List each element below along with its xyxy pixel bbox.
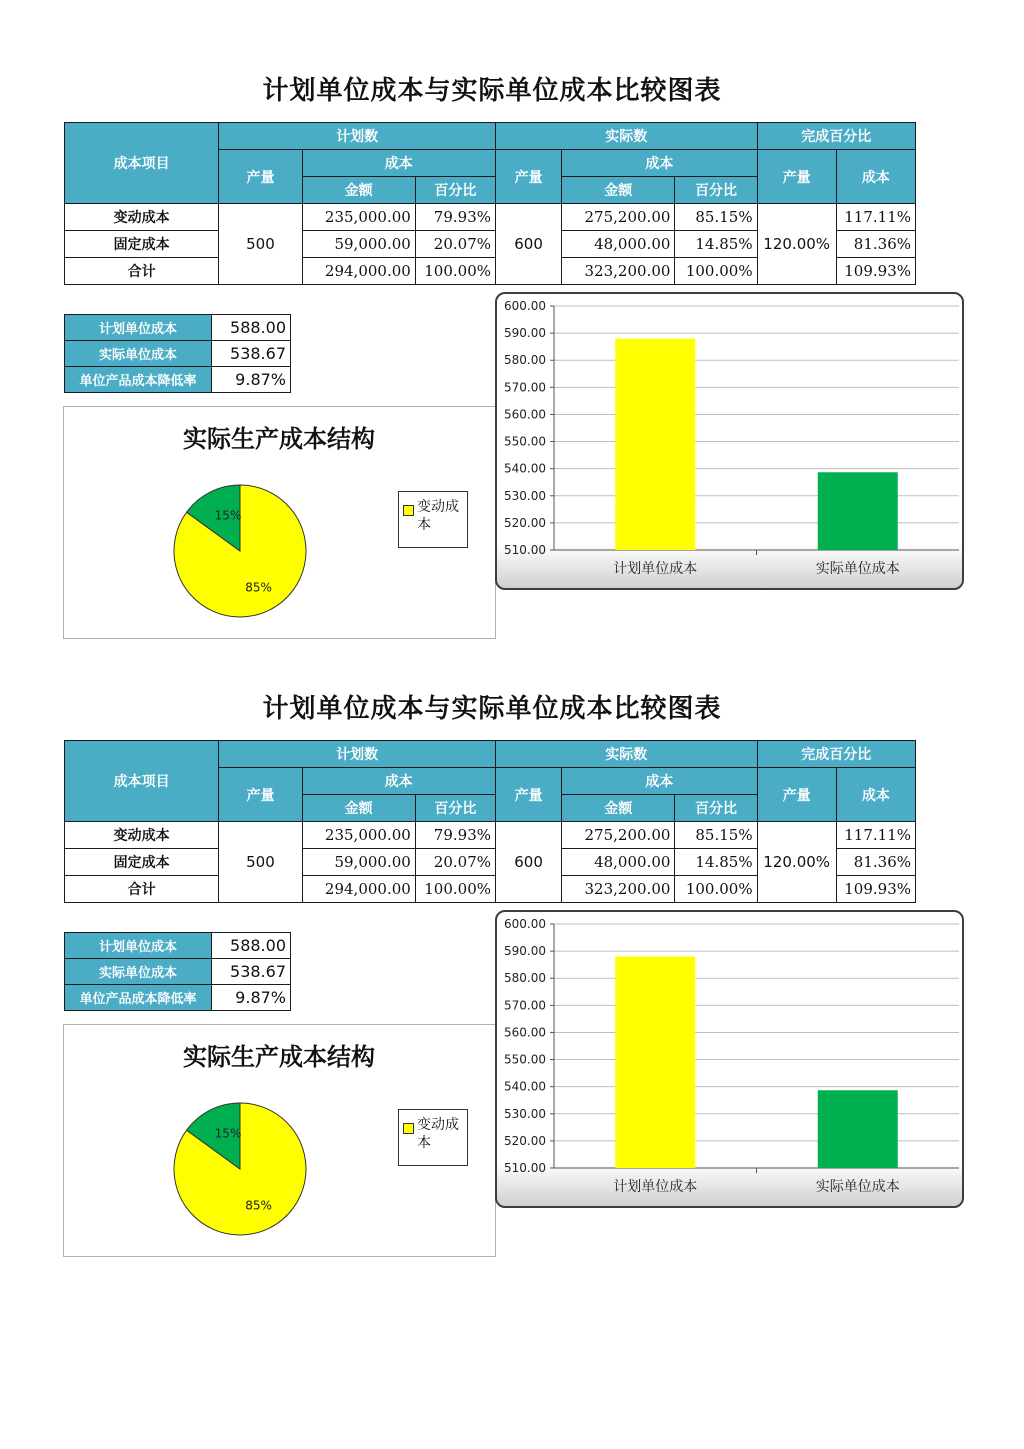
y-tick-label: 570.00 — [504, 380, 546, 395]
report-section — [0, 618, 1024, 1238]
actual-output-cell: 600 — [496, 822, 562, 903]
summary-value: 538.67 — [212, 341, 291, 367]
y-tick-label: 530.00 — [504, 488, 546, 503]
pie-chart-panel — [63, 406, 496, 639]
header-actual-amount: 金额 — [562, 177, 675, 204]
actual-amount-cell: 275,200.00 — [562, 822, 675, 849]
y-tick-label: 570.00 — [504, 998, 546, 1013]
x-tick-label: 计划单位成本 — [613, 1179, 698, 1195]
actual-percent-cell: 100.00% — [675, 258, 757, 285]
summary-row — [65, 315, 291, 341]
y-tick-label: 580.00 — [504, 971, 546, 986]
summary-label: 单位产品成本降低率 — [65, 367, 212, 393]
summary-label: 单位产品成本降低率 — [65, 985, 212, 1011]
completion-cost-cell: 117.11% — [836, 822, 915, 849]
y-tick-label: 510.00 — [504, 1161, 546, 1175]
y-tick-label: 600.00 — [504, 299, 546, 313]
y-tick-label: 520.00 — [504, 1133, 546, 1148]
actual-amount-cell: 323,200.00 — [562, 258, 675, 285]
header-plan-percent: 百分比 — [415, 795, 495, 822]
pie-data-label: 15% — [214, 508, 242, 523]
completion-output-cell: 120.00% — [757, 204, 836, 285]
y-tick-label: 540.00 — [504, 461, 546, 476]
header-actual-cost: 成本 — [562, 768, 757, 795]
legend-label: 变动成本 — [417, 499, 459, 533]
plan-percent-cell: 79.93% — [415, 204, 495, 231]
header-actual-cost: 成本 — [562, 150, 757, 177]
plan-percent-cell: 20.07% — [415, 231, 495, 258]
row-label: 合计 — [65, 258, 219, 285]
y-tick-label: 560.00 — [504, 1025, 546, 1040]
summary-label: 计划单位成本 — [65, 933, 212, 959]
plan-percent-cell: 20.07% — [415, 849, 495, 876]
summary-label: 计划单位成本 — [65, 315, 212, 341]
pie-data-label: 85% — [245, 580, 272, 595]
summary-row — [65, 933, 291, 959]
summary-label: 实际单位成本 — [65, 341, 212, 367]
actual-percent-cell: 85.15% — [675, 822, 757, 849]
plan-amount-cell: 235,000.00 — [302, 204, 415, 231]
row-label: 固定成本 — [65, 849, 219, 876]
pie-chart-title: 实际生产成本结构 — [183, 1042, 375, 1071]
bar-planned-unit-cost — [615, 957, 695, 1168]
bar-chart-panel — [495, 292, 964, 590]
header-actual-output: 产量 — [496, 768, 562, 822]
y-tick-label: 580.00 — [504, 353, 546, 368]
bar-chart-panel — [495, 910, 964, 1208]
completion-output-cell: 120.00% — [757, 822, 836, 903]
row-label: 固定成本 — [65, 231, 219, 258]
header-item: 成本项目 — [65, 123, 219, 204]
table-row — [65, 204, 916, 231]
header-plan-cost: 成本 — [302, 768, 495, 795]
completion-cost-cell: 81.36% — [836, 849, 915, 876]
unit-cost-summary-table — [64, 314, 291, 393]
y-tick-label: 540.00 — [504, 1079, 546, 1094]
header-plan-percent: 百分比 — [415, 177, 495, 204]
report-title: 计划单位成本与实际单位成本比较图表 — [262, 694, 722, 724]
header-item: 成本项目 — [65, 741, 219, 822]
header-completion-cost: 成本 — [836, 768, 915, 822]
plan-percent-cell: 100.00% — [415, 258, 495, 285]
header-plan-output: 产量 — [219, 768, 302, 822]
header-actual-output: 产量 — [496, 150, 562, 204]
cost-comparison-table — [64, 122, 916, 285]
header-plan-amount: 金额 — [302, 177, 415, 204]
plan-amount-cell: 235,000.00 — [302, 822, 415, 849]
header-completion-output: 产量 — [757, 768, 836, 822]
row-label: 合计 — [65, 876, 219, 903]
summary-row — [65, 341, 291, 367]
row-label: 变动成本 — [65, 204, 219, 231]
summary-row — [65, 985, 291, 1011]
summary-value: 9.87% — [212, 367, 291, 393]
completion-cost-cell: 109.93% — [836, 876, 915, 903]
header-actual: 实际数 — [496, 741, 758, 768]
table-row — [65, 822, 916, 849]
header-completion: 完成百分比 — [757, 741, 915, 768]
actual-amount-cell: 275,200.00 — [562, 204, 675, 231]
header-actual-amount: 金额 — [562, 795, 675, 822]
summary-value: 538.67 — [212, 959, 291, 985]
bar-chart — [497, 912, 962, 1206]
y-tick-label: 550.00 — [504, 1052, 546, 1067]
completion-cost-cell: 109.93% — [836, 258, 915, 285]
y-tick-label: 550.00 — [504, 434, 546, 449]
pie-legend — [398, 491, 468, 548]
cost-comparison-table — [64, 740, 916, 903]
plan-amount-cell: 294,000.00 — [302, 258, 415, 285]
summary-value: 9.87% — [212, 985, 291, 1011]
x-tick-label: 计划单位成本 — [613, 561, 698, 577]
pie-chart-panel — [63, 1024, 496, 1257]
pie-data-label: 85% — [245, 1198, 272, 1213]
pie-chart — [144, 1085, 404, 1285]
header-completion: 完成百分比 — [757, 123, 915, 150]
pie-legend — [398, 1109, 468, 1166]
header-completion-output: 产量 — [757, 150, 836, 204]
legend-swatch-yellow — [403, 505, 414, 516]
y-tick-label: 530.00 — [504, 1106, 546, 1121]
actual-percent-cell: 14.85% — [675, 849, 757, 876]
completion-cost-cell: 117.11% — [836, 204, 915, 231]
header-completion-cost: 成本 — [836, 150, 915, 204]
plan-output-cell: 500 — [219, 204, 302, 285]
bar-chart — [497, 294, 962, 588]
bar-actual-unit-cost — [818, 1090, 898, 1168]
report-section — [0, 0, 1024, 620]
unit-cost-summary-table — [64, 932, 291, 1011]
y-tick-label: 590.00 — [504, 326, 546, 341]
legend-swatch-yellow — [403, 1123, 414, 1134]
header-plan-cost: 成本 — [302, 150, 495, 177]
pie-data-label: 15% — [214, 1126, 242, 1141]
header-plan-amount: 金额 — [302, 795, 415, 822]
header-actual-percent: 百分比 — [675, 795, 757, 822]
header-actual: 实际数 — [496, 123, 758, 150]
pie-chart-title: 实际生产成本结构 — [183, 424, 375, 453]
summary-label: 实际单位成本 — [65, 959, 212, 985]
actual-amount-cell: 48,000.00 — [562, 849, 675, 876]
report-title: 计划单位成本与实际单位成本比较图表 — [262, 76, 722, 106]
summary-row — [65, 367, 291, 393]
completion-cost-cell: 81.36% — [836, 231, 915, 258]
actual-amount-cell: 48,000.00 — [562, 231, 675, 258]
bar-actual-unit-cost — [818, 472, 898, 550]
header-plan-output: 产量 — [219, 150, 302, 204]
plan-amount-cell: 294,000.00 — [302, 876, 415, 903]
x-tick-label: 实际单位成本 — [815, 1179, 900, 1195]
summary-row — [65, 959, 291, 985]
x-tick-label: 实际单位成本 — [815, 561, 900, 577]
actual-percent-cell: 85.15% — [675, 204, 757, 231]
y-tick-label: 600.00 — [504, 917, 546, 931]
plan-amount-cell: 59,000.00 — [302, 849, 415, 876]
y-tick-label: 560.00 — [504, 407, 546, 422]
y-tick-label: 510.00 — [504, 543, 546, 557]
summary-value: 588.00 — [212, 315, 291, 341]
bar-planned-unit-cost — [615, 339, 695, 550]
plan-percent-cell: 100.00% — [415, 876, 495, 903]
header-actual-percent: 百分比 — [675, 177, 757, 204]
actual-amount-cell: 323,200.00 — [562, 876, 675, 903]
legend-label: 变动成本 — [417, 1117, 459, 1151]
header-plan: 计划数 — [219, 741, 496, 768]
plan-amount-cell: 59,000.00 — [302, 231, 415, 258]
header-plan: 计划数 — [219, 123, 496, 150]
row-label: 变动成本 — [65, 822, 219, 849]
y-tick-label: 520.00 — [504, 515, 546, 530]
y-tick-label: 590.00 — [504, 944, 546, 959]
plan-output-cell: 500 — [219, 822, 302, 903]
actual-percent-cell: 14.85% — [675, 231, 757, 258]
actual-percent-cell: 100.00% — [675, 876, 757, 903]
actual-output-cell: 600 — [496, 204, 562, 285]
plan-percent-cell: 79.93% — [415, 822, 495, 849]
summary-value: 588.00 — [212, 933, 291, 959]
